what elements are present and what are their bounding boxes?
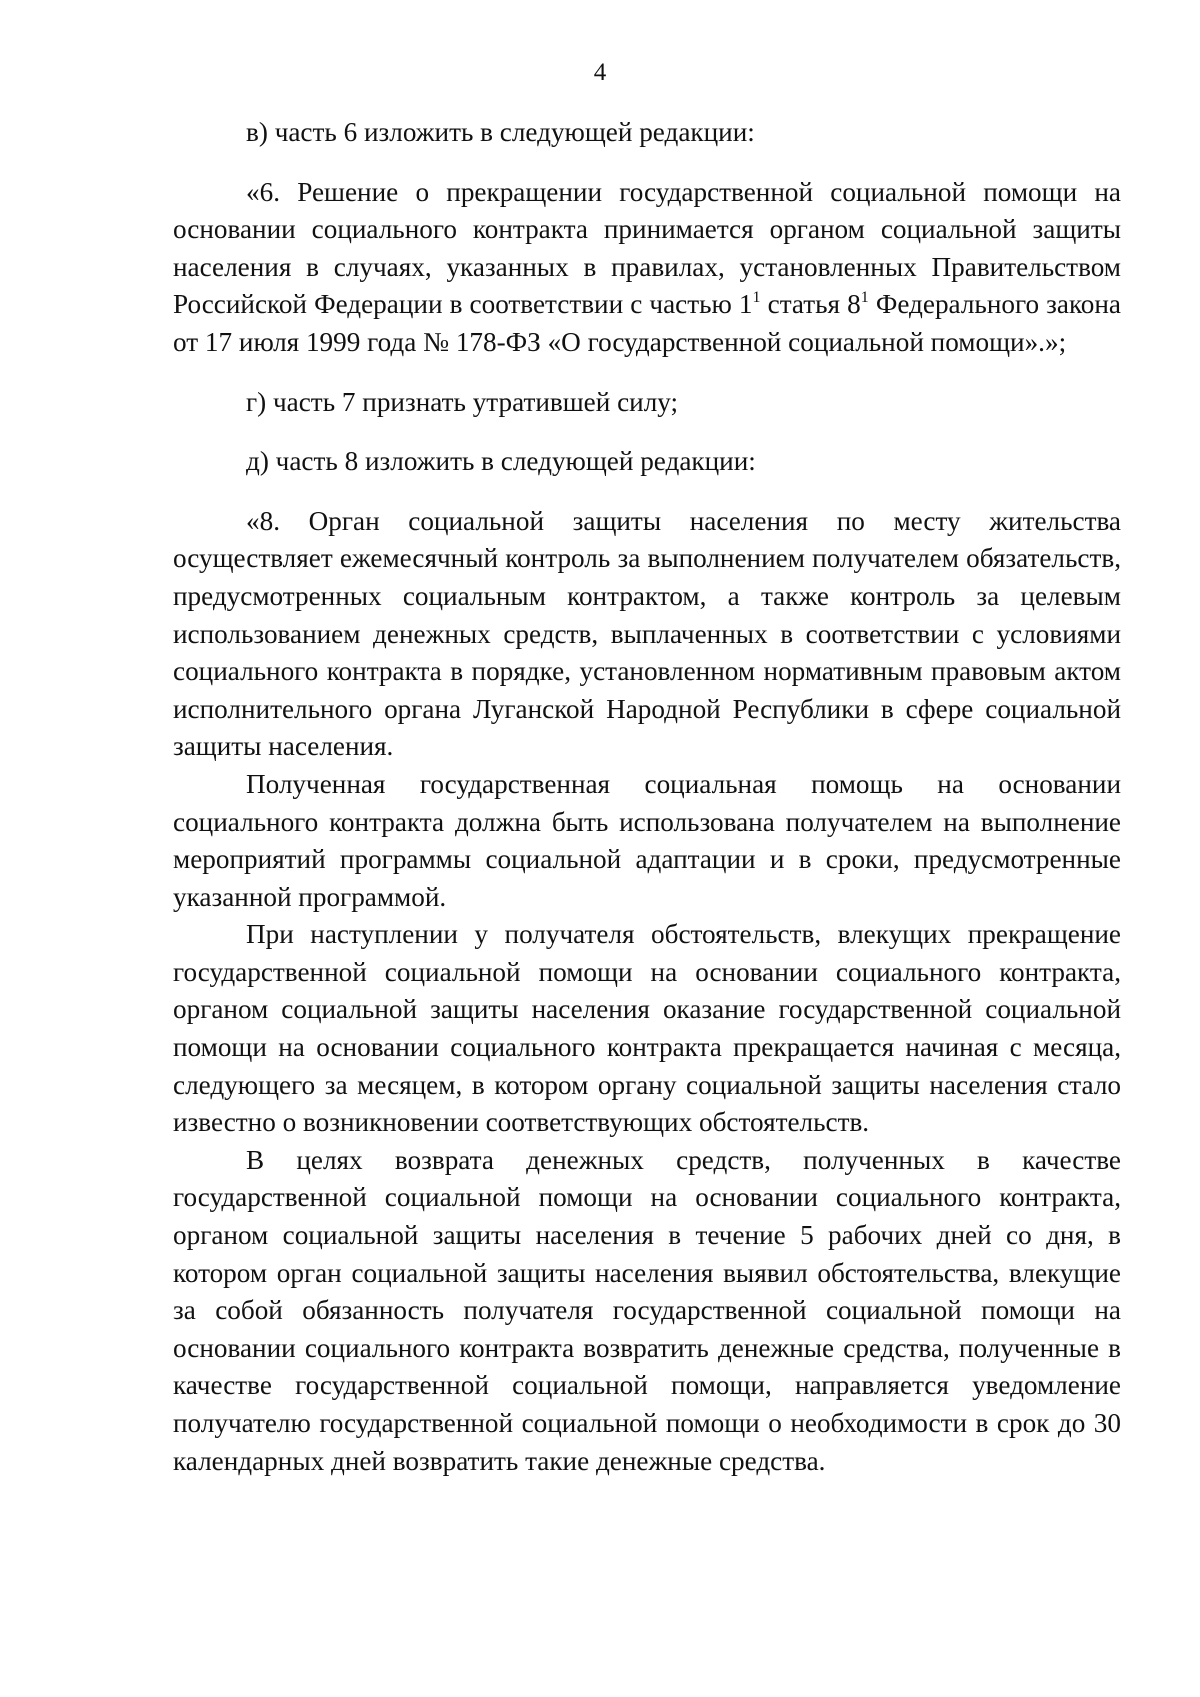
page-number: 4 bbox=[593, 59, 607, 86]
document-body bbox=[173, 114, 1121, 1480]
paragraph-received-aid: Полученная государственная социальная помощь на основании социального контракта должна быть использована получателем на выполнение мероприятий программы социальной адаптации и в сроки, предусмотренные указанной программой. bbox=[173, 768, 1121, 912]
paragraph-text-segment: «6. Решение о прекращении государственной социальной помощи на основании социального контракта принимается органом социальной защиты населения в случаях, указанных в правилах, установленных Правительством Российской Федерации в соответствии с частью 1 bbox=[173, 176, 1121, 320]
superscript: 1 bbox=[860, 289, 869, 307]
paragraph-item-d: д) часть 8 изложить в следующей редакции: bbox=[246, 446, 756, 477]
paragraph-item-g: г) часть 7 признать утратившей силу; bbox=[246, 386, 679, 417]
paragraph-refund: В целях возврата денежных средств, полученных в качестве государственной социальной помощи на основании социального контракта, органом социальной защиты населения в течение 5 рабочих дней со дня, в котором орган социальной защиты населения выявил обстоятельства, влекущие за собой обязанность получателя государственной социальной помощи на основании социального контракта возвратить денежные средства, полученные в качестве государственной социальной помощи, направляется уведомление получателю государственной социальной помощи о необходимости в срок до 30 календарных дней возвратить такие денежные средства. bbox=[173, 1144, 1121, 1476]
paragraph-item-v: в) часть 6 изложить в следующей редакции: bbox=[246, 117, 755, 147]
paragraph-text-segment: Федерального закона от 17 июля 1999 года № 178-ФЗ «О государственной социальной помощи».»; bbox=[173, 289, 1121, 357]
paragraph-text-segment: статья 8 bbox=[760, 289, 861, 320]
paragraph-part-8-text: «8. Орган социальной защиты населения по месту жительства осуществляет ежемесячный контроль за выполнением получателем обязательств, предусмотренных социальным контрактом, а также контроль за целевым использованием денежных средств, выплаченных в соответствии с условиями социального контракта в порядке, установленном нормативным правовым актом исполнительного органа Луганской Народной Республики в сфере социальной защиты населения. bbox=[173, 505, 1121, 762]
paragraph-part-6-text bbox=[173, 174, 1121, 362]
paragraph-termination: При наступлении у получателя обстоятельств, влекущих прекращение государственной социальной помощи на основании социального контракта, органом социальной защиты населения оказание государственной социальной помощи на основании социального контракта прекращается начиная с месяца, следующего за месяцем, в котором органу социальной защиты населения стало известно о возникновении соответствующих обстоятельств. bbox=[173, 919, 1121, 1138]
superscript: 1 bbox=[752, 289, 761, 307]
